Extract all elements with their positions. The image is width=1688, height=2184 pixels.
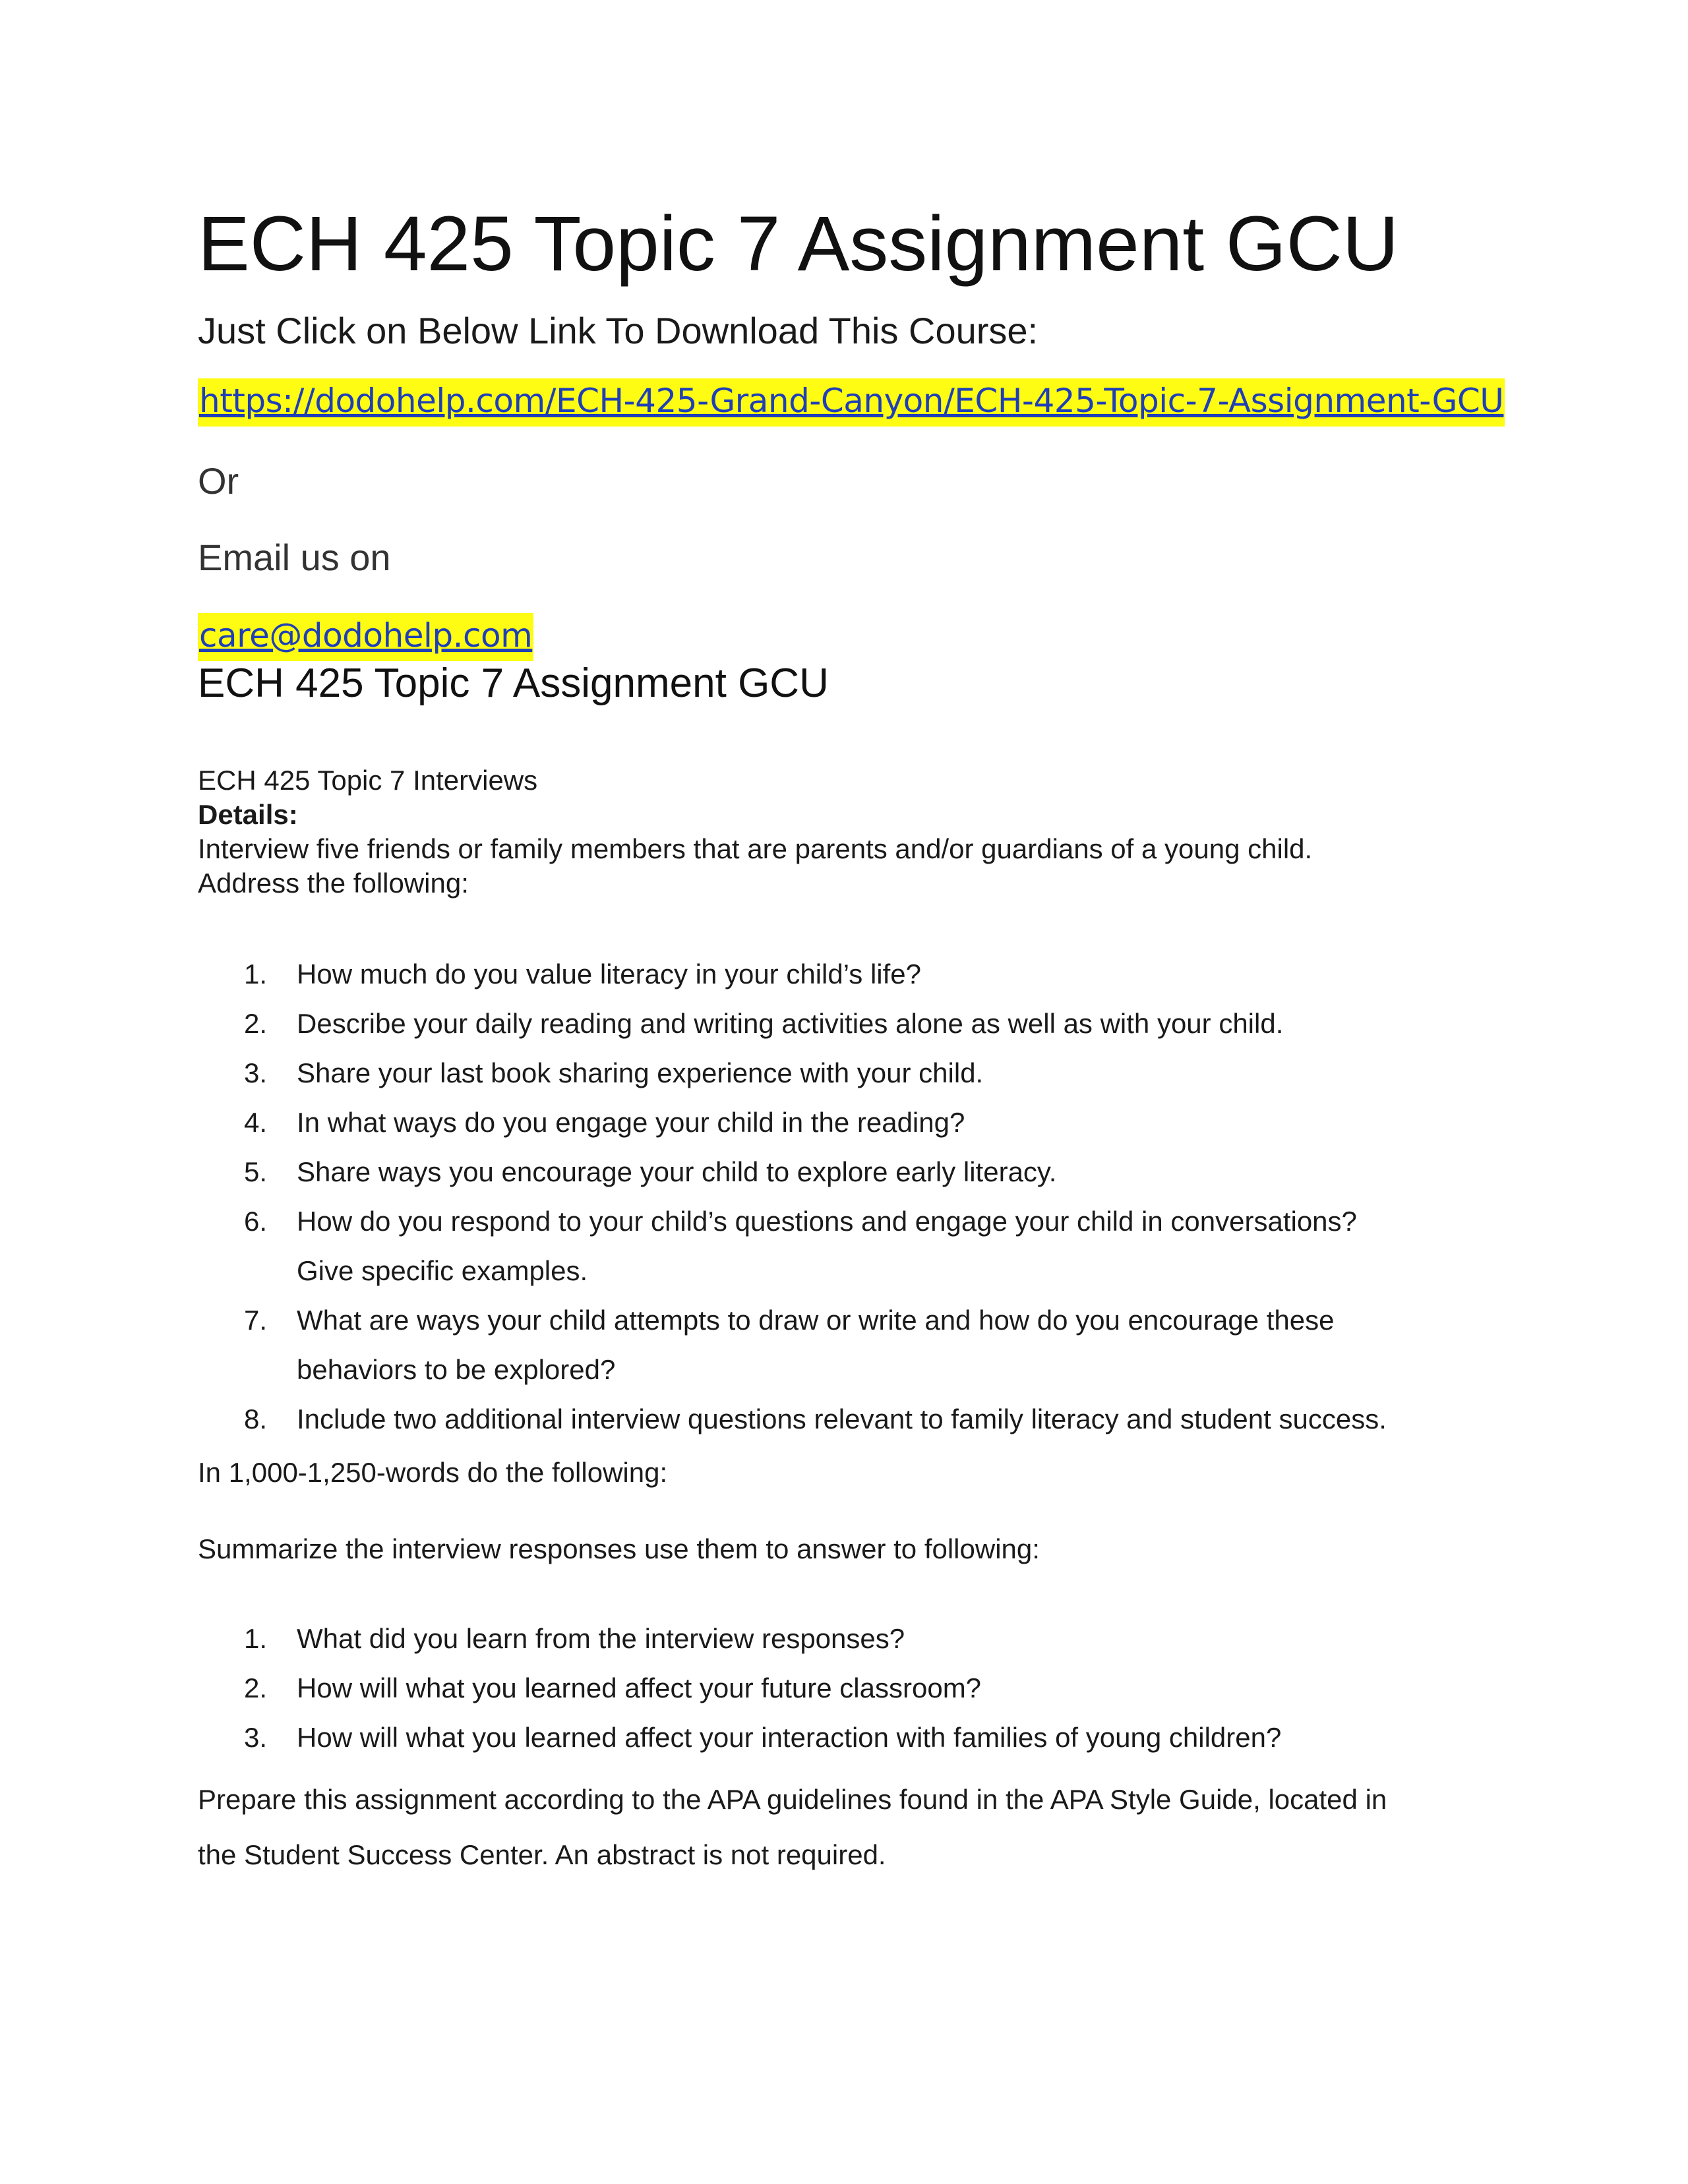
- list-item: [198, 1394, 1387, 1444]
- list-item-number: 3.: [244, 1722, 268, 1753]
- list-item-text: How will what you learned affect your interaction with families of young children?: [297, 1722, 1282, 1753]
- list-item-number: 1.: [244, 1623, 268, 1654]
- email-prompt: Email us on: [198, 537, 391, 578]
- list-item: [198, 1295, 1387, 1345]
- apa-instructions: [198, 1772, 1387, 1883]
- list-item-text: Include two additional interview questions relevant to family literacy and student success.: [297, 1403, 1387, 1434]
- description: [198, 832, 1312, 900]
- list-item-number: 8.: [244, 1403, 268, 1434]
- word-count-text: In 1,000-1,250-words do the following:: [198, 1457, 668, 1488]
- list-item-text: Describe your daily reading and writing activities alone as well as with your child.: [297, 1008, 1284, 1039]
- download-link[interactable]: https://dodohelp.com/ECH-425-Grand-Canyon/ECH-425-Topic-7-Assignment-GCU: [198, 378, 1505, 427]
- list-item: [198, 1713, 1281, 1762]
- list-item-text: Give specific examples.: [297, 1255, 588, 1286]
- list-item: [198, 1048, 1387, 1098]
- interview-questions-list: [198, 949, 1387, 1444]
- or-text: Or: [198, 460, 239, 502]
- list-item-text: How do you respond to your child’s questions and engage your child in conversations?: [297, 1206, 1357, 1237]
- reflection-questions-list: [198, 1614, 1281, 1762]
- apa-line: the Student Success Center. An abstract is not required.: [198, 1839, 886, 1870]
- list-item: [198, 1147, 1387, 1196]
- email-link[interactable]: care@dodohelp.com: [198, 613, 533, 661]
- list-item-number: 7.: [244, 1305, 268, 1336]
- list-item: [198, 1614, 1281, 1663]
- list-item-text: Share your last book sharing experience with your child.: [297, 1057, 984, 1088]
- list-item-number: 4.: [244, 1107, 268, 1138]
- details-label: Details:: [198, 799, 298, 830]
- list-item: [198, 1246, 1387, 1295]
- summarize-text: Summarize the interview responses use them to answer to following:: [198, 1533, 1040, 1564]
- list-item-number: 1.: [244, 959, 268, 989]
- list-item-text: In what ways do you engage your child in the reading?: [297, 1107, 965, 1138]
- download-intro: Just Click on Below Link To Download This Course:: [198, 310, 1039, 351]
- list-item: [198, 1345, 1387, 1394]
- page-title: ECH 425 Topic 7 Assignment GCU: [198, 200, 1399, 287]
- list-item-text: What are ways your child attempts to draw or write and how do you encourage these: [297, 1305, 1335, 1336]
- list-item-text: Share ways you encourage your child to explore early literacy.: [297, 1156, 1057, 1187]
- section-heading: ECH 425 Topic 7 Interviews: [198, 765, 538, 796]
- description-line: Interview five friends or family members that are parents and/or guardians of a young child.: [198, 833, 1313, 864]
- list-item-number: 5.: [244, 1156, 268, 1187]
- list-item-number: 6.: [244, 1206, 268, 1237]
- list-item: [198, 949, 1387, 999]
- apa-line: Prepare this assignment according to the APA guidelines found in the APA Style Guide, located in: [198, 1784, 1387, 1815]
- list-item-text: How will what you learned affect your future classroom?: [297, 1672, 982, 1703]
- list-item-number: 2.: [244, 1672, 268, 1703]
- subtitle: ECH 425 Topic 7 Assignment GCU: [198, 661, 829, 706]
- list-item: [198, 1098, 1387, 1147]
- list-item: [198, 999, 1387, 1048]
- list-item-number: 3.: [244, 1057, 268, 1088]
- list-item-number: 2.: [244, 1008, 268, 1039]
- list-item-text: What did you learn from the interview responses?: [297, 1623, 905, 1654]
- description-line: Address the following:: [198, 868, 469, 899]
- list-item: [198, 1196, 1387, 1246]
- list-item-text: behaviors to be explored?: [297, 1354, 616, 1385]
- list-item-text: How much do you value literacy in your child’s life?: [297, 959, 922, 989]
- list-item: [198, 1663, 1281, 1713]
